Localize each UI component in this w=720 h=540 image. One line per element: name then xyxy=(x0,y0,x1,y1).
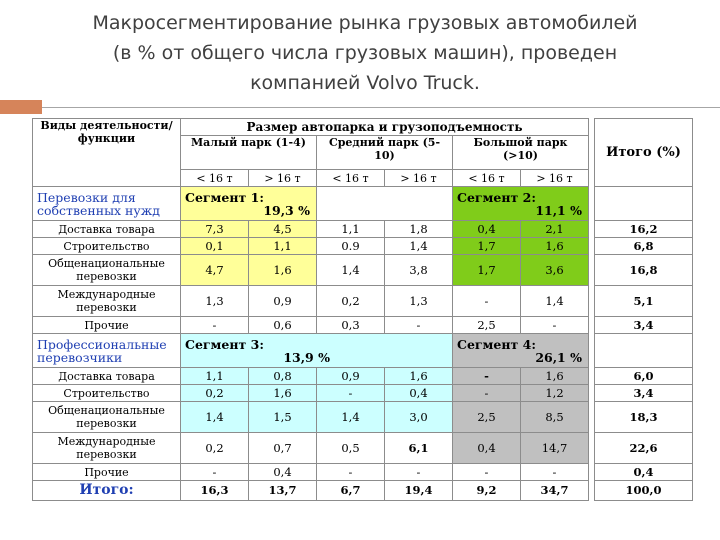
segment-2-value: 11,1 % xyxy=(535,202,582,218)
segmentation-table xyxy=(32,118,693,501)
table-cell: 0,9 xyxy=(317,368,385,385)
table-cell: 1,4 xyxy=(317,255,385,286)
row-label: Доставка товара xyxy=(33,368,181,385)
table-cell: 34,7 xyxy=(521,481,589,501)
segment-4-cell xyxy=(453,334,589,368)
row-total: 6,0 xyxy=(595,368,693,385)
table-cell: 1,5 xyxy=(249,402,317,433)
total-empty-cell xyxy=(595,187,693,221)
table-cell: 0.9 xyxy=(317,238,385,255)
table-cell: 13,7 xyxy=(249,481,317,501)
segment-1-label: Сегмент 1: xyxy=(185,189,264,205)
fleet-small-header: Малый парк (1-4) xyxy=(181,136,317,170)
table-row xyxy=(33,317,693,334)
fleet-large-header: Большой парк (>10) xyxy=(453,136,589,170)
row-total: 6,8 xyxy=(595,238,693,255)
table-row xyxy=(33,238,693,255)
table-cell: 4,7 xyxy=(181,255,249,286)
section-own-needs-label: Перевозки для собственных нужд xyxy=(33,187,181,221)
table-cell: 1,1 xyxy=(249,238,317,255)
row-label: Строительство xyxy=(33,238,181,255)
table-cell: 14,7 xyxy=(521,433,589,464)
table-cell: - xyxy=(453,368,521,385)
row-label: Международные перевозки xyxy=(33,433,181,464)
row-total: 16,2 xyxy=(595,221,693,238)
row-label: Прочие xyxy=(33,317,181,334)
table-cell: 1,1 xyxy=(317,221,385,238)
table-cell: 0,8 xyxy=(249,368,317,385)
total-header: Итого (%) xyxy=(595,119,693,187)
segment-4-label: Сегмент 4: xyxy=(457,336,536,352)
table-cell: - xyxy=(385,317,453,334)
table-cell: 1,7 xyxy=(453,255,521,286)
grand-total-label: Итого: xyxy=(33,481,181,501)
title-line-3: компанией Volvo Truck. xyxy=(250,72,480,94)
table-cell: 3,8 xyxy=(385,255,453,286)
tonnage-gt16: > 16 т xyxy=(521,170,589,187)
table-cell: 16,3 xyxy=(181,481,249,501)
table-cell: 4,5 xyxy=(249,221,317,238)
segment-3-cell xyxy=(181,334,453,368)
segment-4-value: 26,1 % xyxy=(535,349,582,365)
table-cell: 3,6 xyxy=(521,255,589,286)
table-cell: - xyxy=(181,317,249,334)
table-cell: 1,6 xyxy=(385,368,453,385)
row-label: Международные перевозки xyxy=(33,286,181,317)
slide-title xyxy=(40,8,690,98)
tonnage-lt16: < 16 т xyxy=(453,170,521,187)
table-cell: 1,2 xyxy=(521,385,589,402)
row-label: Доставка товара xyxy=(33,221,181,238)
table-cell: - xyxy=(181,464,249,481)
tonnage-gt16: > 16 т xyxy=(385,170,453,187)
table-cell: - xyxy=(453,464,521,481)
table-cell: - xyxy=(521,317,589,334)
table-cell: 2,5 xyxy=(453,402,521,433)
table-cell: 0,1 xyxy=(181,238,249,255)
table-cell: 1,8 xyxy=(385,221,453,238)
table-cell: 8,5 xyxy=(521,402,589,433)
row-total: 3,4 xyxy=(595,317,693,334)
table-cell: 1,6 xyxy=(249,385,317,402)
table-cell: - xyxy=(317,464,385,481)
table-row xyxy=(33,255,693,286)
table-cell: - xyxy=(453,385,521,402)
table-cell: 1,6 xyxy=(521,368,589,385)
segment-3-value: 13,9 % xyxy=(283,349,330,365)
segment-2-label: Сегмент 2: xyxy=(457,189,536,205)
section-professional-label: Профессиональные перевозчики xyxy=(33,334,181,368)
segment-1-cell xyxy=(181,187,317,221)
row-total: 5,1 xyxy=(595,286,693,317)
table-cell: 1,4 xyxy=(521,286,589,317)
table-row xyxy=(33,464,693,481)
func-header: Виды деятельности/ функции xyxy=(33,119,181,187)
table-row xyxy=(33,402,693,433)
table-cell: - xyxy=(453,286,521,317)
table-cell: - xyxy=(317,385,385,402)
table-cell: 1,1 xyxy=(181,368,249,385)
table-cell: - xyxy=(385,464,453,481)
row-label: Общенациональные перевозки xyxy=(33,255,181,286)
table-cell: 0,4 xyxy=(385,385,453,402)
table-row xyxy=(33,221,693,238)
table-cell: 6,1 xyxy=(385,433,453,464)
table-cell: 1,4 xyxy=(385,238,453,255)
title-line-2: (в % от общего числа грузовых машин), проведен xyxy=(112,42,618,64)
table-cell: 1,3 xyxy=(181,286,249,317)
total-empty-cell xyxy=(595,334,693,368)
segment-1-value: 19,3 % xyxy=(263,202,310,218)
table-cell: 3,0 xyxy=(385,402,453,433)
table-cell: 1,6 xyxy=(249,255,317,286)
segment-3-label: Сегмент 3: xyxy=(185,336,264,352)
table-row xyxy=(33,433,693,464)
tonnage-lt16: < 16 т xyxy=(181,170,249,187)
table-cell: 6,7 xyxy=(317,481,385,501)
row-total: 0,4 xyxy=(595,464,693,481)
table-cell: 0,4 xyxy=(453,221,521,238)
table-cell: 1,7 xyxy=(453,238,521,255)
title-line-1: Макросегментирование рынка грузовых автомобилей xyxy=(92,12,638,34)
tonnage-lt16: < 16 т xyxy=(317,170,385,187)
tonnage-gt16: > 16 т xyxy=(249,170,317,187)
table-cell: 7,3 xyxy=(181,221,249,238)
accent-bar xyxy=(0,100,42,114)
table-cell: - xyxy=(521,464,589,481)
table-cell: 9,2 xyxy=(453,481,521,501)
title-divider xyxy=(42,107,720,108)
segmentation-table-wrap xyxy=(32,118,693,501)
grand-total-value: 100,0 xyxy=(595,481,693,501)
table-cell: 0,3 xyxy=(317,317,385,334)
table-cell: 1,4 xyxy=(181,402,249,433)
row-total: 22,6 xyxy=(595,433,693,464)
table-row xyxy=(33,286,693,317)
table-row xyxy=(33,368,693,385)
table-cell: 1,3 xyxy=(385,286,453,317)
table-cell: 1,6 xyxy=(521,238,589,255)
size-header: Размер автопарка и грузоподъемность xyxy=(181,119,589,136)
table-row xyxy=(33,385,693,402)
table-cell: 0,2 xyxy=(181,385,249,402)
segment-empty-cell xyxy=(317,187,453,221)
fleet-medium-header: Средний парк (5-10) xyxy=(317,136,453,170)
row-label: Прочие xyxy=(33,464,181,481)
row-total: 3,4 xyxy=(595,385,693,402)
row-total: 18,3 xyxy=(595,402,693,433)
table-cell: 0,9 xyxy=(249,286,317,317)
table-cell: 0,2 xyxy=(317,286,385,317)
table-cell: 2,5 xyxy=(453,317,521,334)
grand-total-row xyxy=(33,481,693,501)
row-label: Строительство xyxy=(33,385,181,402)
segment-2-cell xyxy=(453,187,589,221)
table-cell: 0,5 xyxy=(317,433,385,464)
table-cell: 19,4 xyxy=(385,481,453,501)
table-cell: 0,6 xyxy=(249,317,317,334)
table-cell: 0,2 xyxy=(181,433,249,464)
table-cell: 0,7 xyxy=(249,433,317,464)
row-total: 16,8 xyxy=(595,255,693,286)
row-label: Общенациональные перевозки xyxy=(33,402,181,433)
table-cell: 0,4 xyxy=(249,464,317,481)
table-cell: 2,1 xyxy=(521,221,589,238)
table-cell: 0,4 xyxy=(453,433,521,464)
table-cell: 1,4 xyxy=(317,402,385,433)
